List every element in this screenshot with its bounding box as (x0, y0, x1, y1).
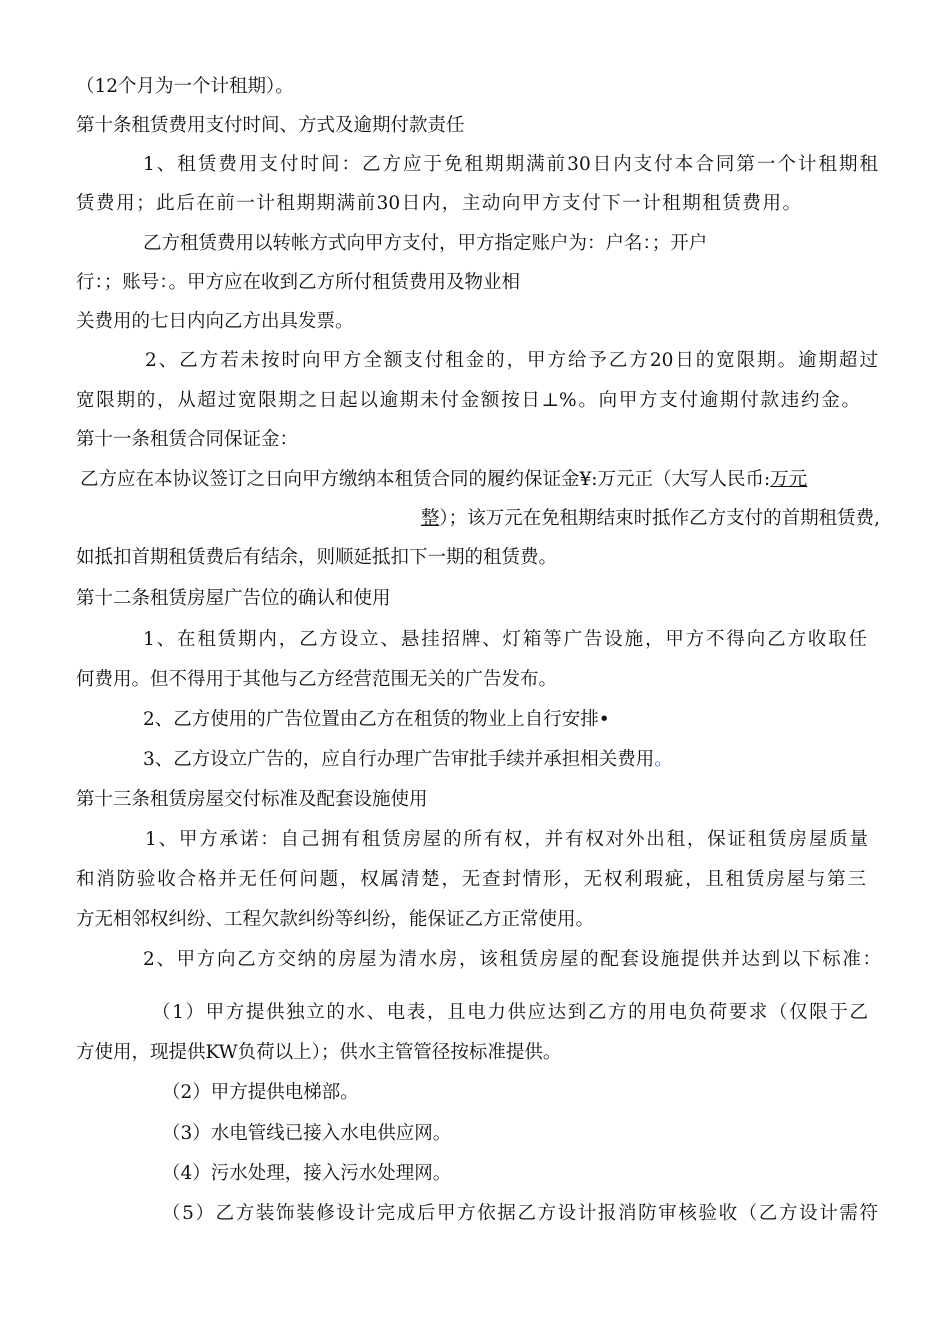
deposit-line-2 (76, 506, 880, 532)
article-12-clause-1-line-2: 何费用。但不得用于其他与乙方经营范围无关的广告发布。 (76, 669, 558, 690)
article-13-clause-2: 2、甲方向乙方交纳的房屋为清水房，该租赁房屋的配套设施提供并达到以下标准： (143, 949, 881, 970)
article-13-heading: 第十三条租赁房屋交付标准及配套设施使用 (76, 789, 428, 810)
article-13-clause-1-line-2: 和消防验收合格并无任何问题，权属清楚，无查封情形，无权利瑕疵，且租赁房屋与第三 (76, 869, 866, 890)
article-13-clause-1-line-1: 1、甲方承诺：自己拥有租赁房屋的所有权，并有权对外出租，保证租赁房屋质量 (145, 829, 868, 850)
article-12-clause-1-line-1: 1、在租赁期内，乙方设立、悬挂招牌、灯箱等广告设施，甲方不得向乙方收取任 (143, 629, 867, 650)
article-12-clause-3 (143, 747, 673, 773)
standard-item-4: （4）污水处理，接入污水处理网。 (162, 1163, 452, 1184)
article-10-clause-2-line-1: 2、乙方若未按时向甲方全额支付租金的，甲方给予乙方20日的宽限期。逾期超过 (145, 350, 878, 371)
article-11-heading: 第十一条租赁合同保证金： (76, 429, 299, 450)
article-12-clause-2: 2、乙方使用的广告位置由乙方在租赁的物业上自行安排• (143, 709, 610, 730)
standard-item-1-line-2: 方使用，现提供KW负荷以上）；供水主管管径按标准提供。 (76, 1042, 562, 1063)
deposit-amount-blank: 万元 (770, 469, 808, 490)
standard-item-5: （5）乙方装饰装修设计完成后甲方依据乙方设计报消防审核验收（乙方设计需符 (162, 1203, 878, 1224)
standard-item-2: （2）甲方提供电梯部。 (162, 1082, 359, 1103)
deposit-line-3: 如抵扣首期租赁费后有结余，则顺延抵扣下一期的租赁费。 (76, 547, 558, 568)
article-10-clause-1-line-1: 1、租赁费用支付时间：乙方应于免租期期满前30日内支付本合同第一个计租期租 (143, 154, 878, 175)
deposit-amount-blank-end: 整 (420, 508, 440, 529)
deposit-line-1 (80, 467, 807, 493)
payment-account-line-1: 乙方租赁费用以转帐方式向甲方支付，甲方指定账户为：户名：；开户 (143, 233, 708, 254)
payment-account-line-3: 关费用的七日内向乙方出具发票。 (76, 311, 354, 332)
article-10-clause-2-line-2: 宽限期的，从超过宽限期之日起以逾期未付金额按日⊥%。向甲方支付逾期付款违约金。 (76, 390, 860, 411)
article-12-heading: 第十二条租赁房屋广告位的确认和使用 (76, 588, 391, 609)
article-12-clause-3-text: 3、乙方设立广告的，应自行办理广告审批手续并承担相关费用 (143, 749, 655, 770)
article-12-clause-3-period: 。 (654, 749, 673, 770)
deposit-text: 乙方应在本协议签订之日向甲方缴纳本租赁合同的履约保证金¥:万元正（大写人民币: (80, 469, 771, 490)
article-10-heading: 第十条租赁费用支付时间、方式及逾期付款责任 (76, 115, 465, 136)
deposit-text-continued: ）；该万元在免租期结束时抵作乙方支付的首期租赁费, (439, 508, 880, 529)
payment-account-line-2: 行：；账号：。甲方应在收到乙方所付租赁费用及物业相 (76, 272, 521, 293)
article-13-clause-1-line-3: 方无相邻权纠纷、工程欠款纠纷等纠纷，能保证乙方正常使用。 (76, 909, 595, 930)
standard-item-3: （3）水电管线已接入水电供应网。 (162, 1123, 452, 1144)
article-10-clause-1-line-2: 赁费用；此后在前一计租期期满前30日内，主动向甲方支付下一计租期租赁费用。 (76, 193, 801, 214)
standard-item-1-line-1: （1）甲方提供独立的水、电表，且电力供应达到乙方的用电负荷要求（仅限于乙 (152, 1002, 868, 1023)
doc-line-1: （12个月为一个计租期）。 (76, 76, 294, 97)
